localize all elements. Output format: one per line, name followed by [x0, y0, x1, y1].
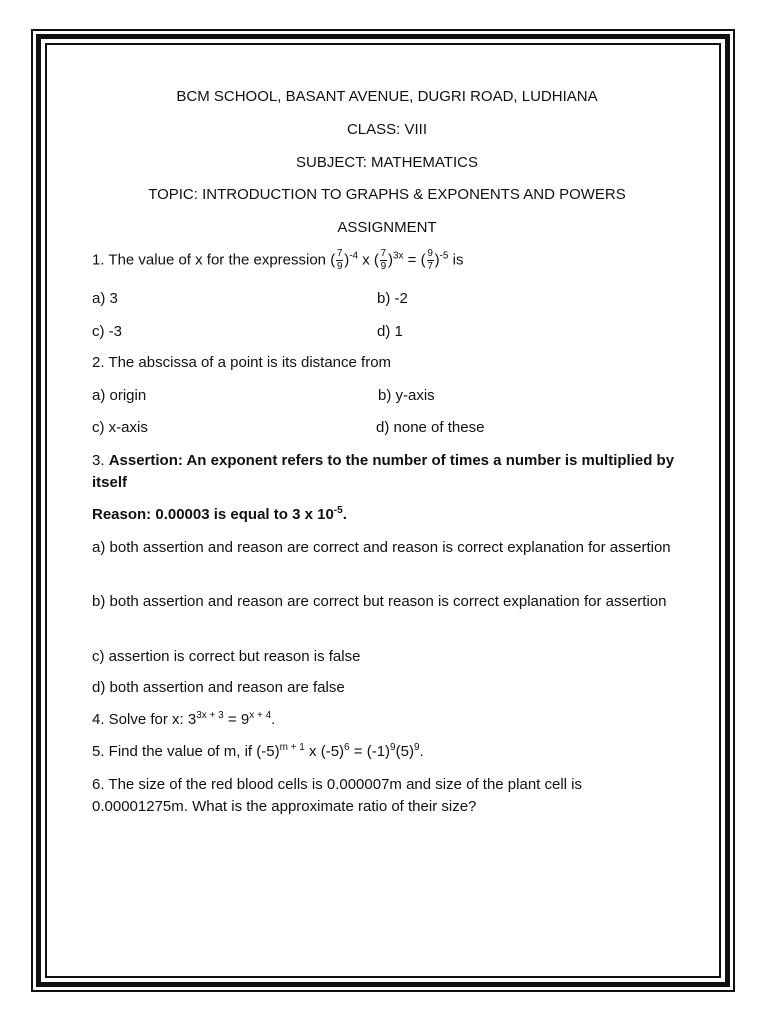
q3-number: 3.	[92, 452, 109, 469]
q2-option-a: a) origin	[92, 387, 147, 404]
q3-reason	[92, 504, 347, 526]
question-4	[92, 709, 275, 731]
school-name: BCM SCHOOL, BASANT AVENUE, DUGRI ROAD, LUDHIANA	[176, 88, 598, 105]
q4-end: .	[271, 711, 276, 728]
q1-f3-numerator: 9	[427, 248, 433, 259]
q5-mid-2: = (-1)	[349, 743, 391, 760]
q5-exponent-4: 9	[413, 742, 420, 753]
q3-option-c: c) assertion is correct but reason is false	[92, 648, 361, 665]
q5-exponent-2: 6	[344, 742, 350, 753]
q1-f1-denominator: 9	[336, 261, 343, 272]
class-line: CLASS: VIII	[346, 121, 428, 138]
q1-fraction-2	[380, 249, 387, 272]
q1-option-d: d) 1	[377, 323, 403, 340]
q1-f2-denominator: 9	[380, 261, 387, 272]
q1-option-b: b) -2	[377, 290, 408, 307]
q1-exponent-1: -4	[349, 250, 359, 262]
q3-option-a: a) both assertion and reason are correct and reason is correct explanation for assertion	[92, 539, 671, 556]
q1-prefix: 1. The value of x for the expression (	[92, 251, 336, 269]
question-3	[92, 450, 682, 494]
q4-prefix: 4. Solve for x: 3	[92, 711, 197, 728]
q1-f3-denominator: 7	[427, 261, 433, 272]
q5-mid-1: x (-5)	[304, 743, 345, 760]
q4-mid: = 9	[223, 711, 250, 728]
q1-f1-numerator: 7	[336, 248, 343, 259]
topic-line: TOPIC: INTRODUCTION TO GRAPHS & EXPONENTS AND POWERS	[148, 186, 626, 203]
q4-exponent-2: x + 4	[249, 710, 272, 721]
subject-line: SUBJECT: MATHEMATICS	[296, 154, 478, 171]
q3-option-b: b) both assertion and reason are correct but reason is correct explanation for assertion	[92, 593, 667, 610]
q1-option-a: a) 3	[92, 290, 118, 307]
q1-suffix: is	[448, 251, 464, 269]
q2-option-b: b) y-axis	[378, 387, 435, 404]
q1-f2-numerator: 7	[380, 248, 387, 259]
q1-option-c: c) -3	[92, 323, 122, 340]
assignment-heading: ASSIGNMENT	[337, 219, 437, 236]
q2-option-d: d) none of these	[376, 419, 485, 436]
question-6: 6. The size of the red blood cells is 0.000007m and size of the plant cell is 0.00001275m. What is the approximate ratio of their size?	[92, 776, 583, 815]
q3-reason-text: Reason: 0.00003 is equal to 3 x 10	[92, 506, 334, 523]
q5-mid-3: (5)	[395, 743, 414, 760]
q3-reason-end: .	[342, 506, 347, 523]
q1-fraction-1	[336, 249, 343, 272]
q5-end: .	[419, 743, 424, 760]
q1-exponent-3: -5	[439, 250, 449, 262]
q3-assertion: Assertion: An exponent refers to the number of times a number is multiplied by itself	[92, 452, 675, 491]
question-2: 2. The abscissa of a point is its distance from	[92, 354, 392, 371]
q3-reason-exponent: -5	[333, 505, 343, 516]
q5-exponent-3: 9	[390, 742, 396, 753]
q3-option-d: d) both assertion and reason are false	[92, 679, 345, 696]
q5-prefix: 5. Find the value of m, if (-5)	[92, 743, 280, 760]
q1-exponent-2: 3x	[392, 250, 404, 262]
q1-mid-2: = (	[403, 251, 426, 269]
question-5	[92, 741, 424, 763]
q1-mid-1: x (	[358, 251, 379, 269]
q4-exponent-1: 3x + 3	[196, 710, 224, 721]
q1-fraction-3	[427, 249, 434, 272]
question-1: 1. The value of x for the expression ( $\frac{7}{9}$ )$^{-4}$ x ( $\frac{7}{9}$ )$^{3x}$ = ( $\frac{9}{7}$ )$^{-5}$ is	[92, 248, 464, 272]
q2-option-c: c) x-axis	[92, 419, 148, 436]
q5-exponent-1: m + 1	[279, 742, 305, 753]
